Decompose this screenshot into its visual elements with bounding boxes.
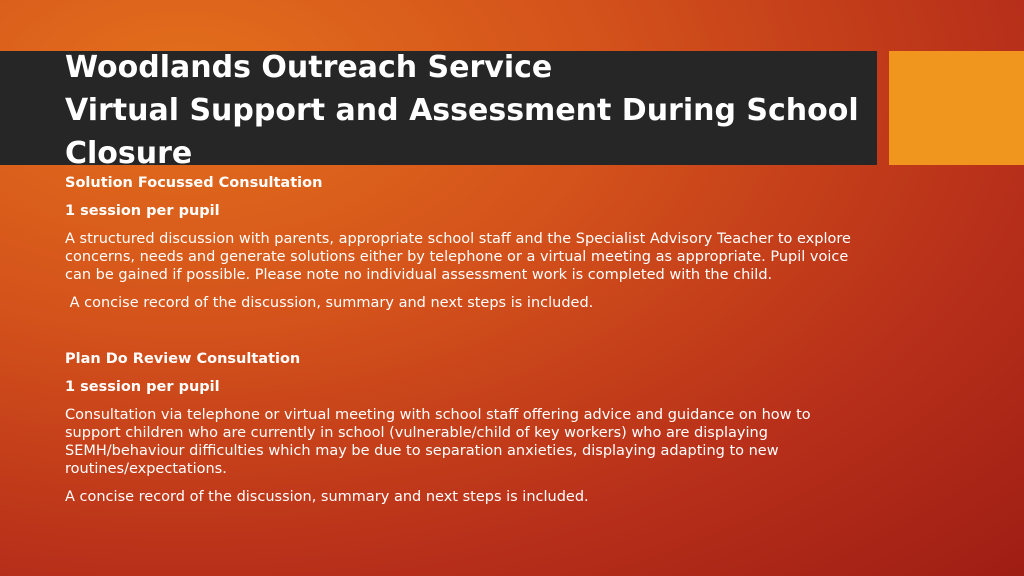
section2-record: A concise record of the discussion, summary and next steps is included. <box>65 489 589 505</box>
section1-description: A structured discussion with parents, appropriate school staff and the Specialist Advisory Teacher to explore concerns, needs and generate solutions either by telephone or a virtual meeting as appropriate. Pupil voice can be gained if possible. Please note no individual assessment work is completed with the child. <box>65 231 851 283</box>
accent-square <box>889 51 1024 165</box>
section1-record: A concise record of the discussion, summary and next steps is included. <box>65 295 594 311</box>
section2-heading: Plan Do Review Consultation <box>65 351 301 367</box>
section1-heading: Solution Focussed Consultation <box>65 175 323 191</box>
section1-sessions: 1 session per pupil <box>65 203 220 219</box>
title-line-2: Virtual Support and Assessment During School <box>65 93 859 128</box>
section2-description: Consultation via telephone or virtual meeting with school staff offering advice and guidance on how to support children who are currently in school (vulnerable/child of key workers) who are displaying SEMH/behaviour difficulties which may be due to separation anxieties, displaying adapting to new routines/expectations. <box>65 407 811 477</box>
title-line-3: Closure <box>65 136 193 171</box>
section-spacer <box>65 322 865 350</box>
title-line-1: Woodlands Outreach Service <box>65 50 553 85</box>
slide-content <box>65 174 865 516</box>
section2-sessions: 1 session per pupil <box>65 379 220 395</box>
slide-title <box>65 46 865 175</box>
